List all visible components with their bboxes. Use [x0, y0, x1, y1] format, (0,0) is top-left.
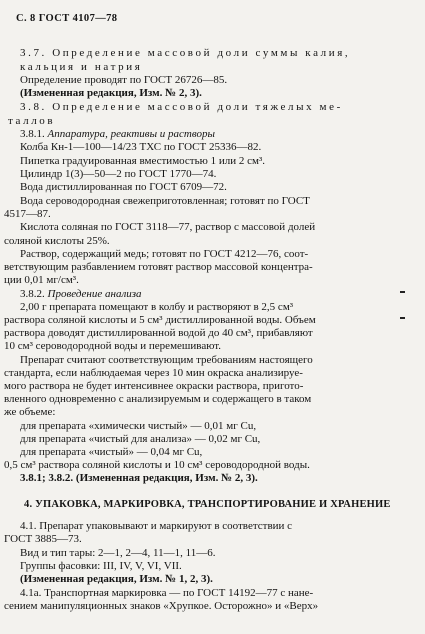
text-line [20, 128, 215, 141]
text-line [20, 74, 227, 87]
line-text: 3.7. Определение массовой доли суммы калия, [20, 47, 351, 59]
line-text: кальция и натрия [20, 61, 143, 73]
text-line [20, 195, 310, 208]
text-line [4, 208, 51, 221]
line-text: Колба Кн-1—100—14/23 ТХС по ГОСТ 25336—82. [20, 141, 262, 153]
line-text: Раствор, содержащий медь; готовят по ГОСТ 4212—76, соот- [20, 248, 309, 260]
line-text: Проведение анализа [47, 288, 142, 300]
line-text: раствора соляной кислоты и 5 см³ дистиллированной воды. Объем [4, 314, 316, 326]
line-text: Аппаратура, реактивы и растворы [47, 128, 215, 140]
text-line [4, 314, 316, 327]
text-line [20, 354, 313, 367]
line-text: для препарата «чистый для анализа» — 0,02 мг Cu, [20, 433, 261, 445]
margin-mark [400, 291, 405, 293]
margin-mark [400, 317, 405, 319]
line-text: 3.8. Определение массовой доли тяжелых ме- [20, 101, 343, 113]
text-line [20, 87, 202, 100]
text-line [20, 155, 265, 168]
line-text: стандарта, если наблюдаемая через 10 мин окраска анализируе- [4, 367, 303, 379]
text-line [4, 533, 82, 546]
page-header: С. 8 ГОСТ 4107—78 [16, 13, 118, 24]
text-line [20, 587, 313, 600]
text-line [20, 248, 308, 261]
line-text: Вода дистиллированная по ГОСТ 6709—72. [20, 181, 227, 193]
line-text: Кислота соляная по ГОСТ 3118—77, раствор с массовой долей [20, 221, 316, 233]
line-text: 10 см³ сероводородной воды и перемешивают. [4, 340, 222, 352]
text-line [20, 221, 315, 234]
line-text: ГОСТ 3885—73. [4, 533, 82, 545]
line-text: 4517—87. [4, 208, 51, 220]
text-line [20, 101, 343, 114]
line-text: же объеме: [4, 406, 56, 418]
line-text: 4.1а. Транспортная маркировка — по ГОСТ 14192—77 с нане- [20, 587, 314, 599]
text-line [20, 547, 216, 560]
text-line [4, 235, 110, 248]
line-text: 4. УПАКОВКА, МАРКИРОВКА, ТРАНСПОРТИРОВАНИЕ И ХРАНЕНИЕ [24, 499, 391, 510]
line-text: Группы фасовки: III, IV, V, VI, VII. [20, 560, 182, 572]
text-line [20, 168, 216, 181]
text-line [20, 288, 142, 301]
text-line [20, 181, 227, 194]
text-line [20, 573, 213, 586]
text-line [20, 141, 261, 154]
line-text: Вода сероводородная свежеприготовленная; готовят по ГОСТ [20, 195, 310, 207]
text-line [4, 393, 311, 406]
line-text: соляной кислоты 25%. [4, 235, 110, 247]
text-line [4, 274, 79, 287]
text-line [20, 446, 202, 459]
text-line [4, 380, 303, 393]
line-text: ветствующим разбавлением готовят раствор массовой концентра- [4, 261, 313, 273]
line-text: раствора доводят дистиллированной водой до 40 см³, прибавляют [4, 327, 313, 339]
text-line [20, 520, 292, 533]
line-text: для препарата «химически чистый» — 0,01 мг Cu, [20, 420, 257, 432]
line-text: таллов [8, 115, 56, 127]
text-line [4, 600, 318, 613]
text-line [4, 327, 313, 340]
text-line [4, 261, 313, 274]
clause-number: 3.8.1. [20, 128, 48, 140]
text-line [20, 433, 260, 446]
clause-number: 3.8.1; 3.8.2. [20, 472, 76, 484]
line-text: вленного одновременно с анализируемым и содержащего в таком [4, 393, 312, 405]
text-line [20, 61, 142, 74]
line-text: ции 0,01 мг/см³. [4, 274, 79, 286]
clause-number: 3.8.2. [20, 288, 48, 300]
text-line [20, 301, 293, 314]
line-text: Цилиндр 1(3)—50—2 по ГОСТ 1770—74. [20, 168, 217, 180]
text-line [20, 472, 258, 485]
line-text: Препарат считают соответствующим требованиям настоящего [20, 354, 313, 366]
line-text: Вид и тип тары: 2—1, 2—4, 11—1, 11—6. [20, 547, 216, 559]
section-title [24, 498, 391, 511]
line-text: сением манипуляционных знаков «Хрупкое. Осторожно» и «Верх» [4, 600, 319, 612]
line-text: Определение проводят по ГОСТ 26726—85. [20, 74, 228, 86]
line-text: мого раствора не будет интенсивнее окраски раствора, пригото- [4, 380, 304, 392]
text-line [4, 406, 55, 419]
text-line [20, 47, 350, 60]
line-text: (Измененная редакция, Изм. № 1, 2, 3). [20, 573, 213, 585]
line-text: 0,5 см³ раствора соляной кислоты и 10 см³ сероводородной воды. [4, 459, 310, 471]
line-text: (Измененная редакция, Изм. № 2, 3). [75, 472, 258, 484]
line-text: 2,00 г препарата помещают в колбу и растворяют в 2,5 см³ [20, 301, 294, 313]
text-line [20, 420, 256, 433]
line-text: для препарата «чистый» — 0,04 мг Cu, [20, 446, 203, 458]
text-line [8, 115, 55, 128]
line-text: 4.1. Препарат упаковывают и маркируют в соответствии с [20, 520, 293, 532]
text-line [20, 560, 182, 573]
line-text: Пипетка градуированная вместимостью 1 или 2 см³. [20, 155, 266, 167]
text-line [4, 340, 221, 353]
text-line [4, 367, 303, 380]
line-text: (Измененная редакция, Изм. № 2, 3). [20, 87, 202, 99]
text-line [4, 459, 310, 472]
